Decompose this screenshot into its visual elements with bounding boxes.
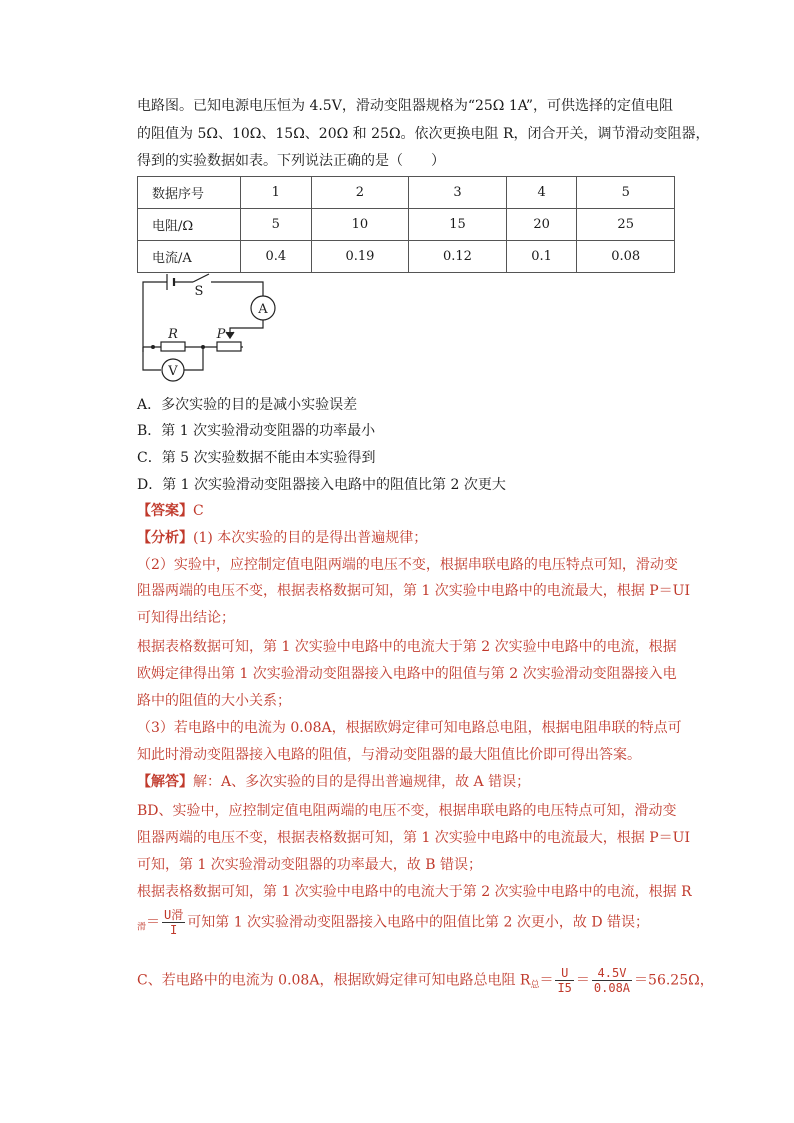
option-c: C．第 5 次实验数据不能由本实验得到 — [137, 450, 376, 466]
answer-value: C — [193, 503, 204, 519]
analysis-line: 阻器两端的电压不变，根据表格数据可知，第 1 次实验中电路中的电流最大，根据 P＝UI — [137, 583, 691, 599]
table-cell: 电流/A — [138, 241, 241, 273]
option-d: D．第 1 次实验滑动变阻器接入电路中的阻值比第 2 次更大 — [137, 477, 506, 493]
table-cell: 1 — [241, 177, 312, 209]
circuit-diagram — [137, 270, 287, 385]
fraction-numerator: U滑 — [164, 908, 184, 922]
fraction — [592, 966, 632, 995]
analysis-line: （3）若电路中的电流为 0.08A，根据欧姆定律可知电路总电阻，根据电阻串联的特点可 — [137, 720, 682, 736]
problem-line-2: 的阻值为 5Ω、10Ω、15Ω、20Ω 和 25Ω。依次更换电阻 R，闭合开关，调节滑动变阻器， — [137, 126, 710, 142]
formula-subscript: 总 — [530, 980, 540, 991]
fraction-denominator: 0.08A — [593, 981, 631, 995]
solution-line: BD、实验中，应控制定值电阻两端的电压不变，根据串联电路的电压特点可知，滑动变 — [137, 803, 677, 819]
analysis-line: 欧姆定律得出第 1 次实验滑动变阻器接入电路中的阻值与第 2 次实验滑动变阻器接入电 — [137, 666, 677, 682]
junction-dot-icon — [151, 345, 155, 349]
switch-lever-icon — [193, 274, 209, 282]
rheostat-icon — [217, 342, 241, 351]
ammeter-label: A — [258, 302, 268, 317]
table-cell: 数据序号 — [138, 177, 241, 209]
formula-equals: ＝ — [634, 972, 649, 989]
answer-tag: 【答案】 — [137, 503, 193, 519]
wire-top-right — [211, 282, 263, 296]
junction-dot-icon — [201, 345, 205, 349]
analysis-line: 知此时滑动变阻器接入电路的阻值，与滑动变阻器的最大阻值比价即可得出答案。 — [137, 747, 641, 763]
fraction — [555, 966, 573, 995]
analysis-line: （2）实验中，应控制定值电阻两端的电压不变，根据串联电路的电压特点可知，滑动变 — [137, 557, 678, 573]
analysis-line-1 — [137, 528, 427, 548]
formula-prefix: C、若电路中的电流为 0.08A，根据欧姆定律可知电路总电阻 R — [137, 972, 531, 989]
solution-line: 阻器两端的电压不变，根据表格数据可知，第 1 次实验中电路中的电流最大，根据 P＝UI — [137, 830, 691, 846]
table-cell: 0.19 — [311, 241, 409, 273]
wire-voltmeter-right — [184, 347, 203, 370]
slider-arrow-icon — [226, 332, 234, 338]
analysis-tag: 【分析】 — [137, 530, 193, 546]
table-cell: 4 — [506, 177, 577, 209]
solution-line-1 — [137, 772, 530, 792]
analysis-line: 可知得出结论； — [137, 610, 235, 626]
answer-line — [137, 501, 204, 521]
data-table — [137, 176, 675, 273]
switch-label: S — [194, 284, 204, 299]
table-cell: 0.1 — [506, 241, 577, 273]
table-cell: 10 — [311, 209, 409, 241]
fraction-numerator: 4.5V — [592, 966, 632, 981]
table-cell: 20 — [506, 209, 577, 241]
table-cell: 15 — [409, 209, 507, 241]
analysis-first: (1) 本次实验的目的是得出普遍规律； — [193, 530, 428, 546]
table-cell: 电阻/Ω — [138, 209, 241, 241]
table-cell: 0.08 — [577, 241, 675, 273]
formula-rest: 可知第 1 次实验滑动变阻器接入电路中的阻值比第 2 次更小，故 D 错误； — [187, 914, 649, 931]
formula-line-1 — [137, 908, 649, 938]
table-cell: 25 — [577, 209, 675, 241]
problem-line-3: 得到的实验数据如表。下列说法正确的是（ ） — [137, 153, 445, 169]
fraction-numerator: U — [555, 966, 573, 981]
table-cell: 5 — [241, 209, 312, 241]
voltmeter-label: V — [168, 364, 178, 379]
fraction — [162, 908, 185, 937]
analysis-line: 路中的阻值的大小关系； — [137, 693, 291, 709]
formula-line-2 — [137, 966, 714, 996]
option-b: B．第 1 次实验滑动变阻器的功率最小 — [137, 423, 376, 439]
solution-first: 解：A、多次实验的目的是得出普遍规律，故 A 错误； — [193, 774, 531, 790]
wire-to-slider — [230, 320, 263, 336]
table-cell: 2 — [311, 177, 409, 209]
fraction-denominator: I — [170, 923, 178, 937]
resistor-label: R — [168, 327, 178, 342]
wire-voltmeter-left — [143, 347, 161, 370]
table-row — [138, 177, 675, 209]
table-row — [138, 209, 675, 241]
table-cell: 3 — [409, 177, 507, 209]
option-a: A．多次实验的目的是减小实验误差 — [137, 397, 358, 413]
analysis-line: 根据表格数据可知，第 1 次实验中电路中的电流大于第 2 次实验中电路中的电流，根据 — [137, 639, 677, 655]
solution-tag: 【解答】 — [137, 774, 193, 790]
problem-line-1: 电路图。已知电源电压恒为 4.5V，滑动变阻器规格为“25Ω 1A”，可供选择的定值电阻 — [137, 98, 673, 114]
formula-equals: ＝ — [146, 914, 161, 931]
resistor-icon — [161, 342, 185, 351]
solution-line: 可知，第 1 次实验滑动变阻器的功率最大，故 B 错误； — [137, 857, 482, 873]
table-cell: 0.4 — [241, 241, 312, 273]
formula-equals: ＝ — [575, 972, 590, 989]
slider-label: P — [216, 327, 226, 342]
fraction-denominator: I5 — [557, 981, 572, 995]
formula-equals: ＝ — [539, 972, 554, 989]
formula-subscript: 滑 — [137, 922, 147, 933]
solution-line: 根据表格数据可知，第 1 次实验中电路中的电流大于第 2 次实验中电路中的电流，根据 R — [137, 884, 692, 900]
table-cell: 0.12 — [409, 241, 507, 273]
formula-result: 56.25Ω， — [648, 972, 714, 989]
table-cell: 5 — [577, 177, 675, 209]
table-row — [138, 241, 675, 273]
